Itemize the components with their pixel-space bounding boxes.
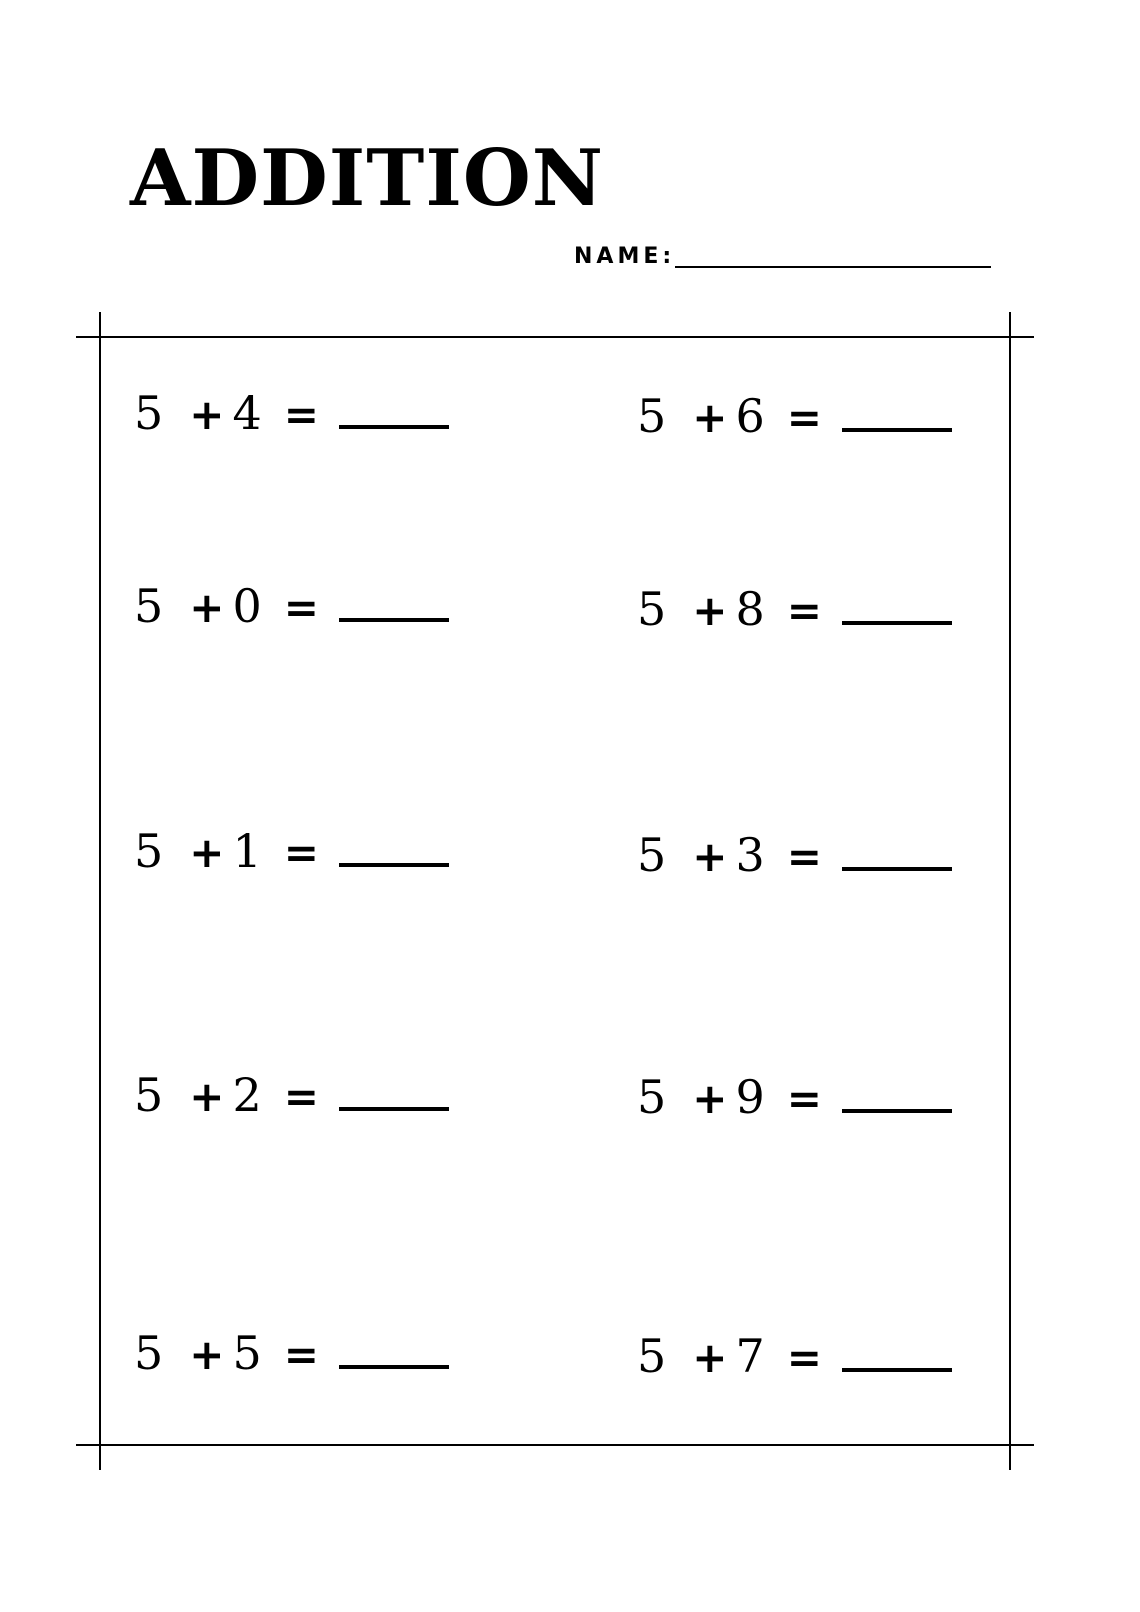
answer-blank[interactable] xyxy=(842,427,952,432)
operand-a: 5 xyxy=(134,824,164,878)
plus-sign: + xyxy=(692,393,728,442)
name-label: NAME: xyxy=(574,244,676,269)
plus-sign: + xyxy=(692,1074,728,1123)
name-field[interactable] xyxy=(574,244,991,268)
plus-sign: + xyxy=(692,586,728,635)
operand-b: 4 xyxy=(232,386,262,440)
operand-b: 7 xyxy=(735,1329,765,1383)
problem-2 xyxy=(637,389,952,453)
problem-7 xyxy=(134,1068,449,1132)
frame-top-line xyxy=(76,336,1034,338)
answer-blank[interactable] xyxy=(339,617,449,622)
plus-sign: + xyxy=(189,390,225,439)
plus-sign: + xyxy=(189,583,225,632)
operand-a: 5 xyxy=(637,1070,667,1124)
operand-b: 9 xyxy=(735,1070,765,1124)
operand-a: 5 xyxy=(134,1326,164,1380)
problem-5 xyxy=(134,824,449,888)
operand-a: 5 xyxy=(637,1329,667,1383)
name-blank-line[interactable] xyxy=(675,244,991,268)
worksheet-title: ADDITION xyxy=(130,133,605,224)
answer-blank[interactable] xyxy=(339,1364,449,1369)
equals-sign: = xyxy=(283,828,319,877)
equals-sign: = xyxy=(786,832,822,881)
answer-blank[interactable] xyxy=(842,866,952,871)
frame-right-line xyxy=(1009,312,1011,1470)
operand-b: 5 xyxy=(232,1326,262,1380)
plus-sign: + xyxy=(692,832,728,881)
plus-sign: + xyxy=(189,1072,225,1121)
equals-sign: = xyxy=(786,393,822,442)
equals-sign: = xyxy=(283,583,319,632)
operand-a: 5 xyxy=(637,828,667,882)
frame-bottom-line xyxy=(76,1444,1034,1446)
plus-sign: + xyxy=(189,1330,225,1379)
answer-blank[interactable] xyxy=(842,620,952,625)
problem-10 xyxy=(637,1329,952,1393)
operand-a: 5 xyxy=(134,579,164,633)
equals-sign: = xyxy=(283,1072,319,1121)
answer-blank[interactable] xyxy=(339,424,449,429)
operand-a: 5 xyxy=(637,582,667,636)
problem-8 xyxy=(637,1070,952,1134)
problem-9 xyxy=(134,1326,449,1390)
frame-left-line xyxy=(99,312,101,1470)
operand-a: 5 xyxy=(134,386,164,440)
operand-b: 6 xyxy=(735,389,765,443)
operand-a: 5 xyxy=(134,1068,164,1122)
equals-sign: = xyxy=(283,390,319,439)
problem-3 xyxy=(134,579,449,643)
operand-b: 3 xyxy=(735,828,765,882)
equals-sign: = xyxy=(786,1074,822,1123)
operand-a: 5 xyxy=(637,389,667,443)
problem-4 xyxy=(637,582,952,646)
operand-b: 2 xyxy=(232,1068,262,1122)
plus-sign: + xyxy=(692,1333,728,1382)
plus-sign: + xyxy=(189,828,225,877)
answer-blank[interactable] xyxy=(842,1108,952,1113)
problem-1 xyxy=(134,386,449,450)
operand-b: 8 xyxy=(735,582,765,636)
answer-blank[interactable] xyxy=(339,862,449,867)
operand-b: 0 xyxy=(232,579,262,633)
equals-sign: = xyxy=(283,1330,319,1379)
operand-b: 1 xyxy=(232,824,262,878)
problem-6 xyxy=(637,828,952,892)
answer-blank[interactable] xyxy=(842,1367,952,1372)
answer-blank[interactable] xyxy=(339,1106,449,1111)
equals-sign: = xyxy=(786,586,822,635)
equals-sign: = xyxy=(786,1333,822,1382)
